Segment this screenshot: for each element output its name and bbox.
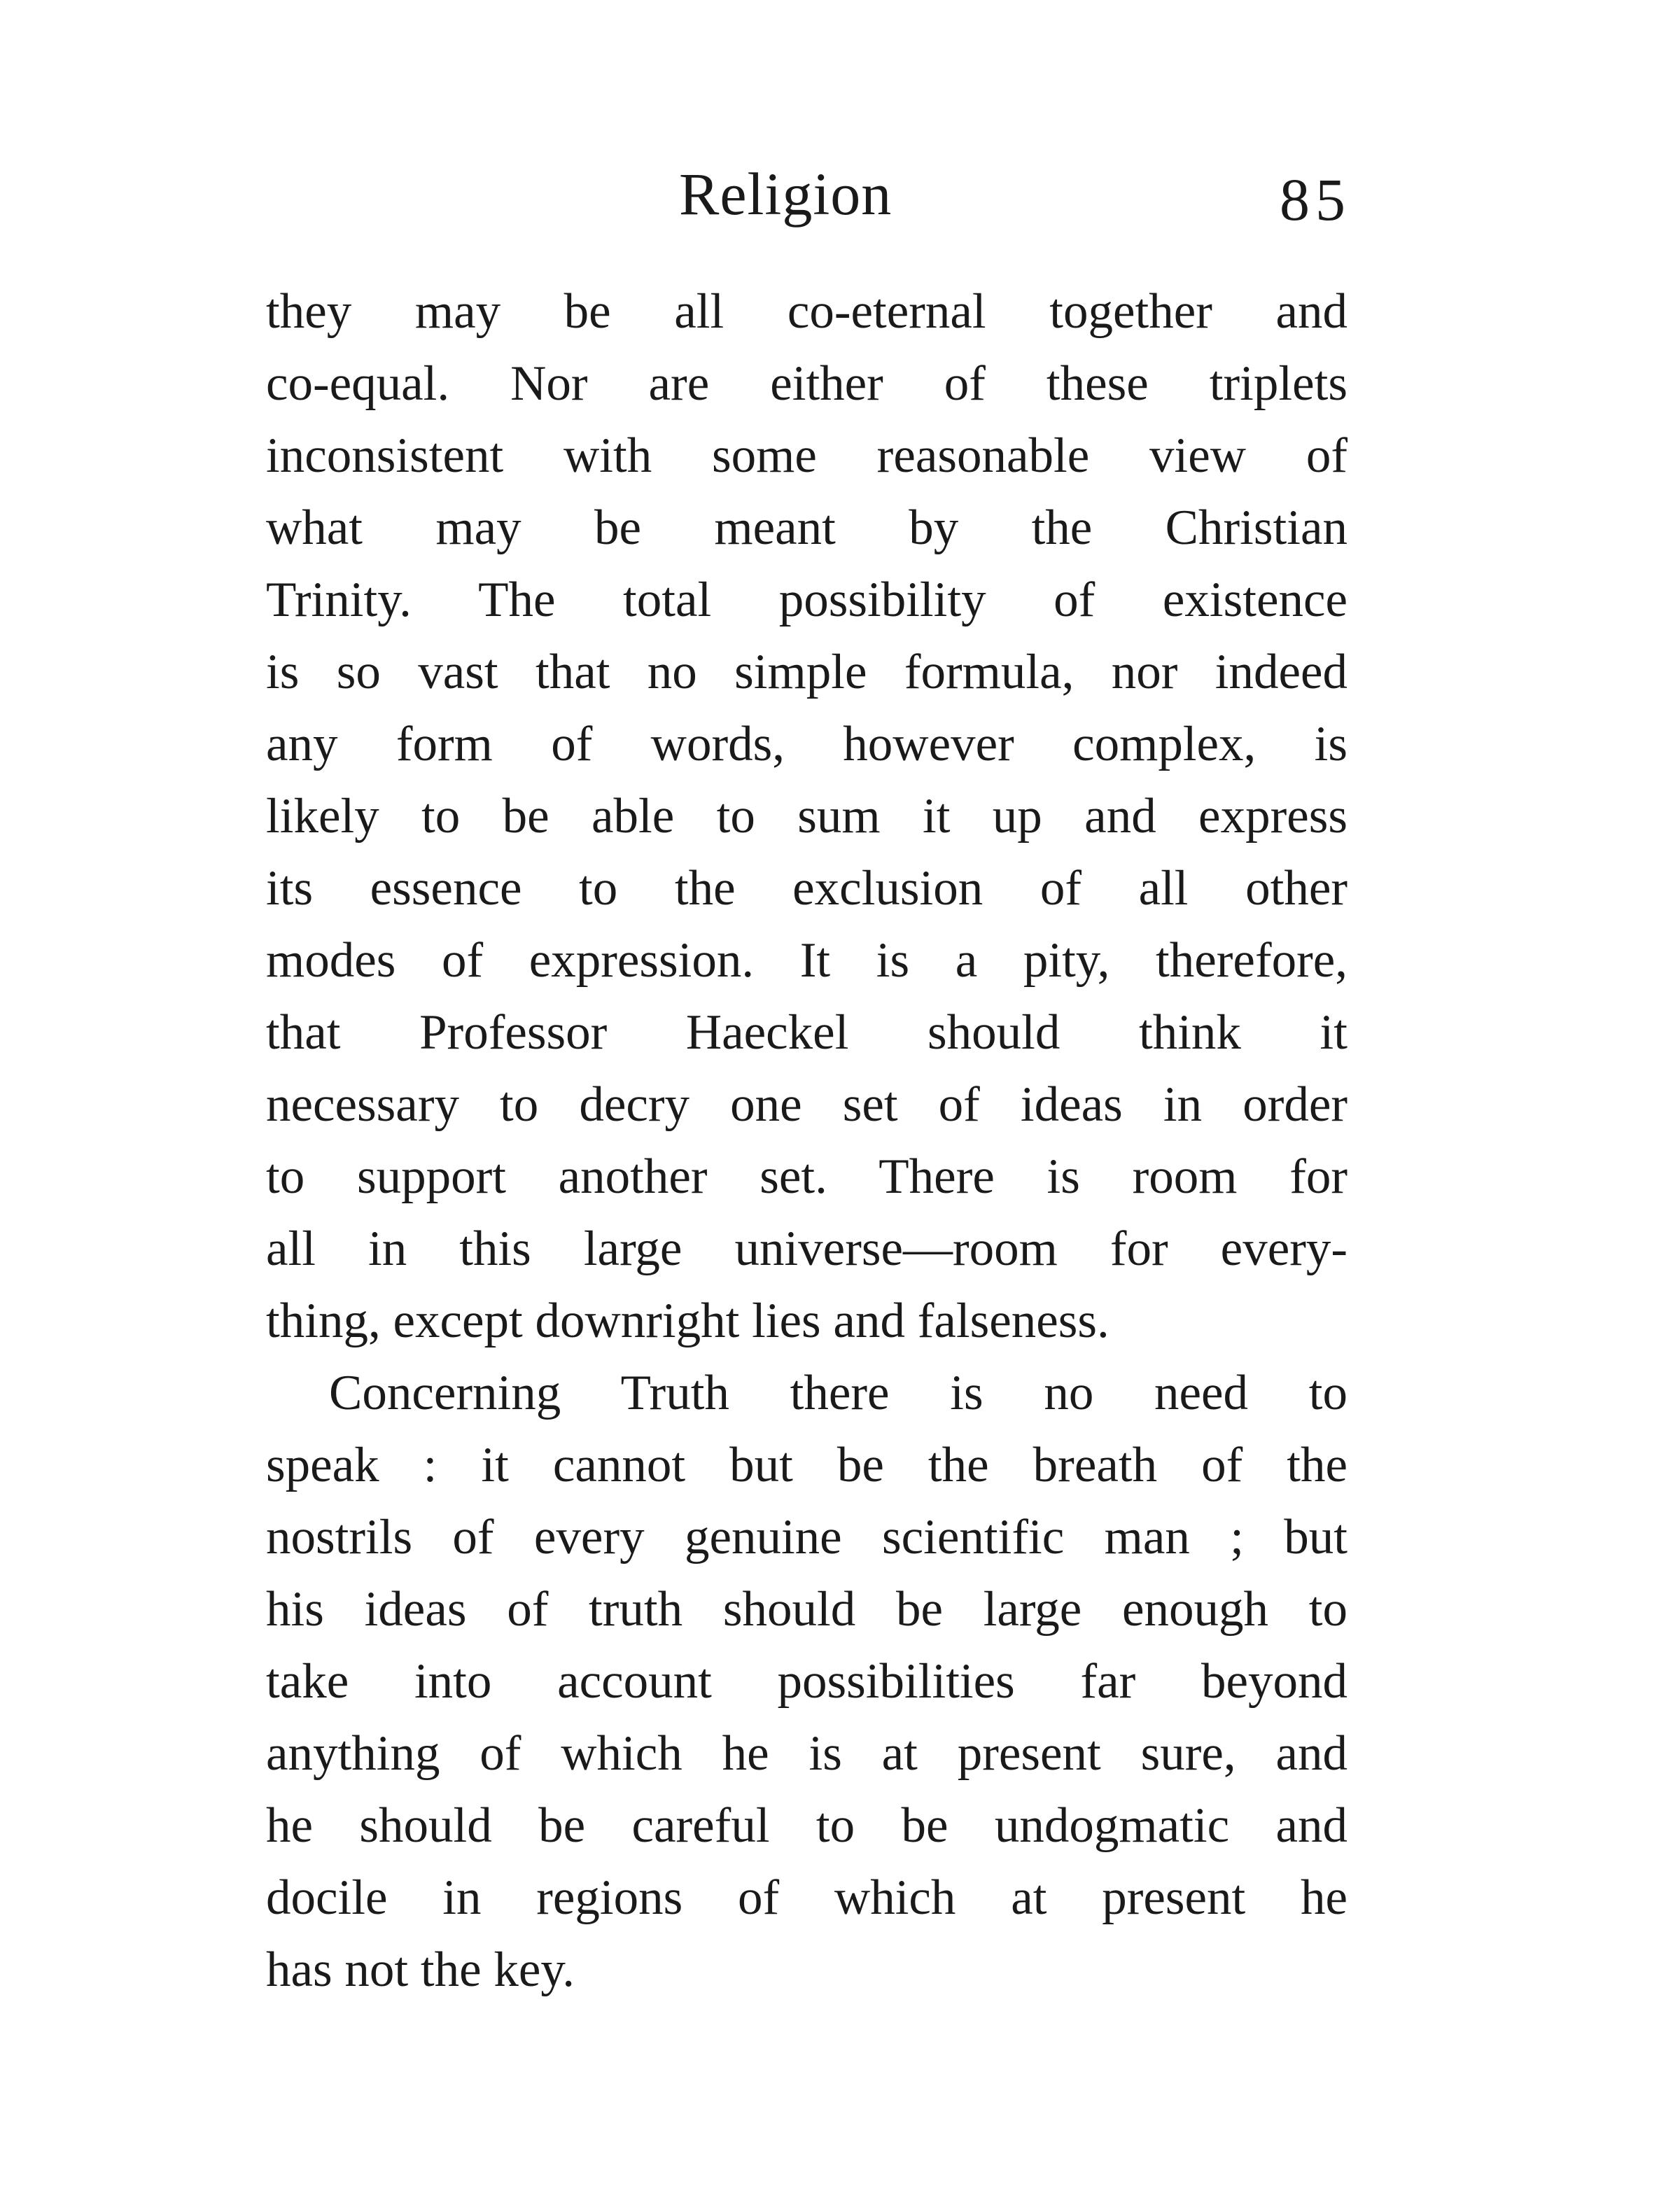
text-line: they may be all co-eternal together and (266, 284, 1348, 339)
text-line: Trinity. The total possibility of existence (266, 573, 1348, 627)
running-head (266, 155, 1351, 232)
running-head-title: Religion (679, 160, 892, 227)
text-line: likely to be able to sum it up and express (266, 789, 1348, 844)
body-text (266, 276, 1348, 2006)
paragraph-2 (266, 1357, 1348, 2006)
text-line: what may be meant by the Christian (266, 500, 1348, 555)
text-line: to support another set. There is room for (266, 1149, 1348, 1204)
text-line: he should be careful to be undogmatic and (266, 1798, 1348, 1853)
text-line: any form of words, however complex, is (266, 717, 1348, 771)
text-line: modes of expression. It is a pity, therefore, (266, 933, 1348, 988)
text-line: all in this large universe—room for every- (266, 1222, 1348, 1276)
text-line: has not the key. (266, 1942, 575, 1997)
text-line: take into account possibilities far beyond (266, 1654, 1348, 1709)
text-line: inconsistent with some reasonable view of (266, 428, 1348, 483)
text-line: is so vast that no simple formula, nor indeed (266, 645, 1348, 699)
text-line: his ideas of truth should be large enough to (266, 1582, 1348, 1637)
text-line: that Professor Haeckel should think it (266, 1005, 1348, 1060)
text-line: necessary to decry one set of ideas in order (266, 1077, 1348, 1132)
text-line: speak : it cannot but be the breath of the (266, 1438, 1348, 1492)
text-line: its essence to the exclusion of all other (266, 861, 1348, 916)
page-number: 85 (1280, 166, 1351, 233)
paragraph-1 (266, 276, 1348, 1357)
text-line: docile in regions of which at present he (266, 1870, 1348, 1925)
text-line: anything of which he is at present sure, and (266, 1726, 1348, 1781)
text-line: co-equal. Nor are either of these triplets (266, 356, 1348, 411)
text-line: thing, except downright lies and falseness. (266, 1294, 1110, 1348)
text-line: Concerning Truth there is no need to (329, 1366, 1348, 1420)
text-line: nostrils of every genuine scientific man ; but (266, 1510, 1348, 1564)
